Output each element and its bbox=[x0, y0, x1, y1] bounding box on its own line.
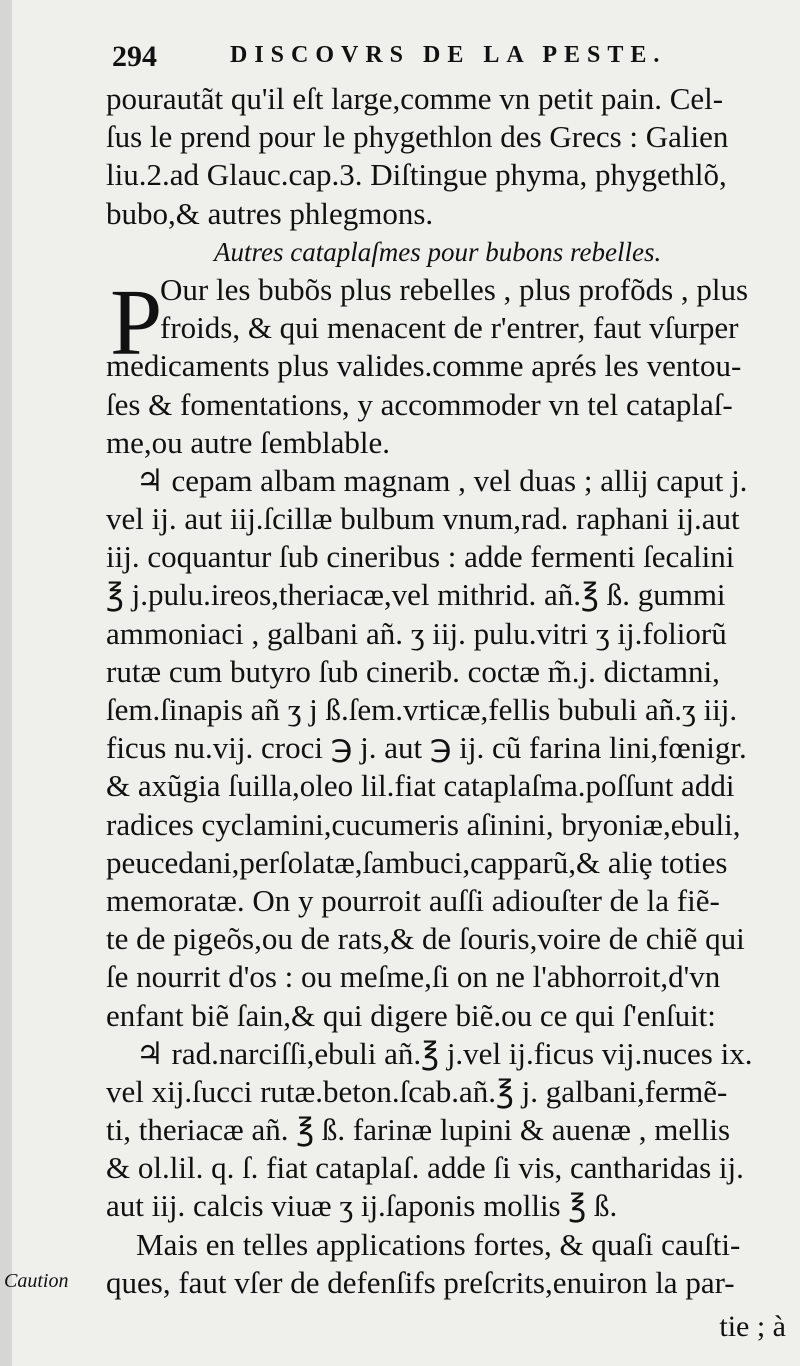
text-line: vel xij.ſucci rutæ.beton.ſcab.añ.℥ j. galbani,fermẽ- bbox=[106, 1073, 728, 1109]
text-line: bubo,& autres phlegmons. bbox=[106, 195, 434, 231]
text-line: memoratæ. On y pourroit auſſi adiouſter de la fiẽ- bbox=[106, 882, 720, 918]
text-line: ♃ cepam albam magnam , vel duas ; allij caput j. bbox=[136, 462, 748, 498]
text-line: iij. coquantur ſub cineribus : adde fermenti ſecalini bbox=[106, 539, 735, 575]
page-number: 294 bbox=[112, 40, 157, 73]
text-line: ℥ j.pulu.ireos,theriacæ,vel mithrid. añ.℥ ß. gummi bbox=[106, 577, 726, 613]
text-line: rutæ cum butyro ſub cinerib. coctæ m̃.j. dictamni, bbox=[106, 653, 720, 689]
text-line: enfant biẽ ſain,& qui digere biẽ.ou ce qui ſ'enſuit: bbox=[106, 997, 716, 1033]
text-line: aut iij. calcis viuæ ʒ ij.ſaponis mollis ℥ ß. bbox=[106, 1188, 618, 1224]
text-line: ti, theriacæ añ. ℥ ß. farinæ lupini & auenæ , mellis bbox=[106, 1112, 731, 1148]
text-line: pourautãt qu'il eſt large,comme vn petit pain. Cel- bbox=[106, 81, 724, 116]
text-line: & axũgia ſuilla,oleo lil.fiat cataplaſma.poſſunt addi bbox=[106, 768, 735, 804]
text-line: ques, faut vſer de defenſifs preſcrits,enuiron la par- bbox=[106, 1264, 735, 1300]
text-line: te de pigeõs,ou de rats,& de ſouris,voire de chiẽ qui bbox=[106, 921, 745, 957]
section-heading: Autres cataplaſmes pour bubons rebelles. bbox=[214, 236, 662, 267]
text-line: ammoniaci , galbani añ. ʒ iij. pulu.vitri ʒ ij.foliorũ bbox=[106, 615, 727, 651]
text-line: peucedani,perſolatæ,ſambuci,capparũ,& aliȩ toties bbox=[106, 844, 728, 880]
text-line: radices cyclamini,cucumeris aſinini, bryoniæ,ebuli, bbox=[106, 806, 741, 842]
text-line: froids, & qui menacent de r'entrer, faut vſurper bbox=[160, 310, 739, 346]
margin-note: Caution bbox=[4, 1270, 69, 1292]
text-line: ♃ rad.narciſſi,ebuli añ.℥ j.vel ij.ficus vij.nuces ix. bbox=[136, 1035, 753, 1071]
text-line: me,ou autre ſemblable. bbox=[106, 424, 391, 460]
running-title: DISCOVRS DE LA PESTE. bbox=[230, 42, 667, 68]
drop-cap: P bbox=[110, 271, 163, 375]
continued-line-fragment: tie ; à bbox=[719, 1310, 786, 1343]
text-line: ficus nu.vij. croci ℈ j. aut ℈ ij. cũ farina lini,fœnigr. bbox=[106, 730, 747, 766]
text-line: ſus le prend pour le phygethlon des Grecs : Galien bbox=[106, 119, 729, 155]
body-text bbox=[106, 80, 794, 1302]
running-head bbox=[112, 40, 772, 80]
text-line: ſem.ſinapis añ ʒ j ß.ſem.vrticæ,fellis bubuli añ.ʒ iij. bbox=[106, 692, 738, 727]
text-line: liu.2.ad Glauc.cap.3. Diſtingue phyma, phygethlõ, bbox=[106, 157, 727, 193]
text-line: vel ij. aut iij.ſcillæ bulbum vnum,rad. raphani ij.aut bbox=[106, 501, 740, 537]
text-line: ſe nourrit d'os : ou meſme,ſi on ne l'abhorroit,d'vn bbox=[106, 959, 721, 995]
text-line: Our les bubõs plus rebelles , plus profõds , plus bbox=[160, 271, 749, 307]
text-line: ſes & fomentations, y accommoder vn tel cataplaſ- bbox=[106, 386, 733, 422]
text-line: & ol.lil. q. ſ. fiat cataplaſ. adde ſi vis, cantharidas ij. bbox=[106, 1150, 744, 1186]
text-line: medicaments plus valides.comme aprés les ventou- bbox=[106, 348, 742, 384]
text-line: Mais en telles applications fortes, & quaſi cauſti- bbox=[136, 1226, 741, 1262]
